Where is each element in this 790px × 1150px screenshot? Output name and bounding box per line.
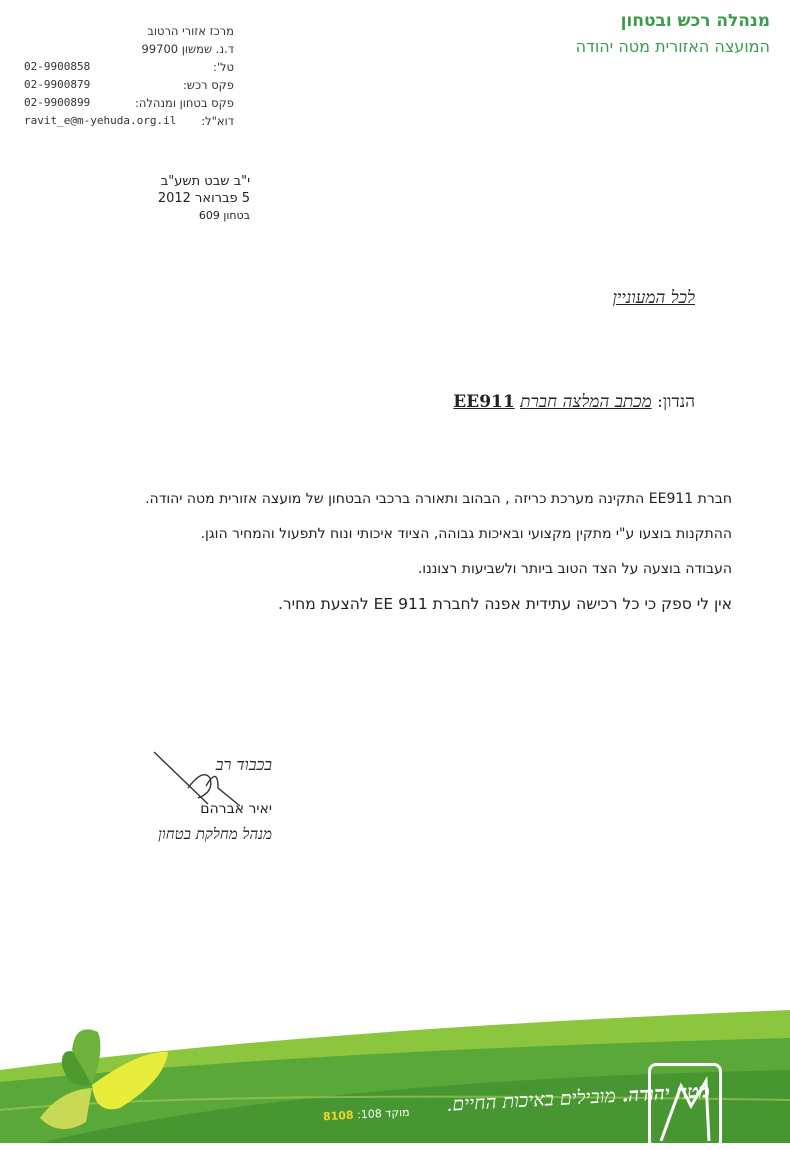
contact-po-box: ד.נ. שמשון 99700: [141, 42, 234, 56]
fax-purchase-number: 02-9900879: [24, 78, 91, 91]
body-paragraph: חברת EE911 התקינה מערכת כריזה , הבהוב ותאורה ברכבי הבטחון של מועצה אזורית מטה יהודה.: [145, 491, 732, 507]
footer-brand: מטה יהודה.: [621, 1080, 711, 1107]
council-logo-icon: [648, 1063, 722, 1149]
contact-fax-security: פקס בטחון ומנהלה: 02-9900899: [24, 96, 234, 110]
contact-center: מרכז אזורי הרטוב: [147, 24, 234, 38]
subject-company: EE911: [453, 392, 515, 412]
date-block: [140, 173, 250, 224]
department-name: מנהלה רכש ובטחון: [620, 11, 770, 31]
hebrew-date: י"ב שבט תשע"ב: [160, 174, 250, 189]
hotline-label: מוקד 108:: [357, 1105, 411, 1122]
signer-title: מנהל מחלקת בטחון: [158, 825, 272, 843]
body-paragraph: ההתקנות בוצעו ע"י מתקין מקצועי ובאיכות גבוהה, הציוד איכותי ונוח לתפעול והמחיר הוגן.: [200, 526, 732, 542]
council-name: המועצה האזורית מטה יהודה: [575, 37, 770, 56]
contact-email: דוא"ל: ravit_e@m-yehuda.org.il: [24, 114, 234, 128]
footer-slogan: מטה יהודה. מובילים באיכות החיים.: [445, 1080, 711, 1116]
addressee: לכל המעוניין: [612, 288, 695, 308]
department-header: [576, 10, 770, 58]
contact-block: [24, 22, 234, 130]
subject-label: הנדון:: [657, 392, 695, 412]
subject-text: מכתב המלצה חברת: [520, 392, 652, 412]
gregorian-date: 5 פברואר 2012: [157, 191, 250, 206]
hotline-number: 8108: [323, 1108, 355, 1124]
contact-fax-purchase: פקס רכש: 02-9900879: [24, 78, 234, 92]
reference-number: בטחון 609: [198, 209, 250, 222]
body-paragraph: העבודה בוצעה על הצד הטוב ביותר ולשביעות רצוננו.: [417, 561, 732, 577]
signer-name: יאיר אברהם: [200, 801, 272, 817]
phone-number: 02-9900858: [24, 60, 91, 73]
closing-greeting: בכבוד רב: [215, 755, 272, 774]
subject-line: [453, 392, 695, 412]
contact-phone: טל': 02-9900858: [24, 60, 234, 74]
email-address: ravit_e@m-yehuda.org.il: [24, 114, 177, 127]
fax-security-number: 02-9900899: [24, 96, 91, 109]
letter-body: [60, 490, 732, 630]
signature-block: [112, 755, 272, 844]
body-paragraph: אין לי ספק כי כל רכישה עתידית אפנה לחברת EE 911 להצעת מחיר.: [277, 595, 732, 613]
